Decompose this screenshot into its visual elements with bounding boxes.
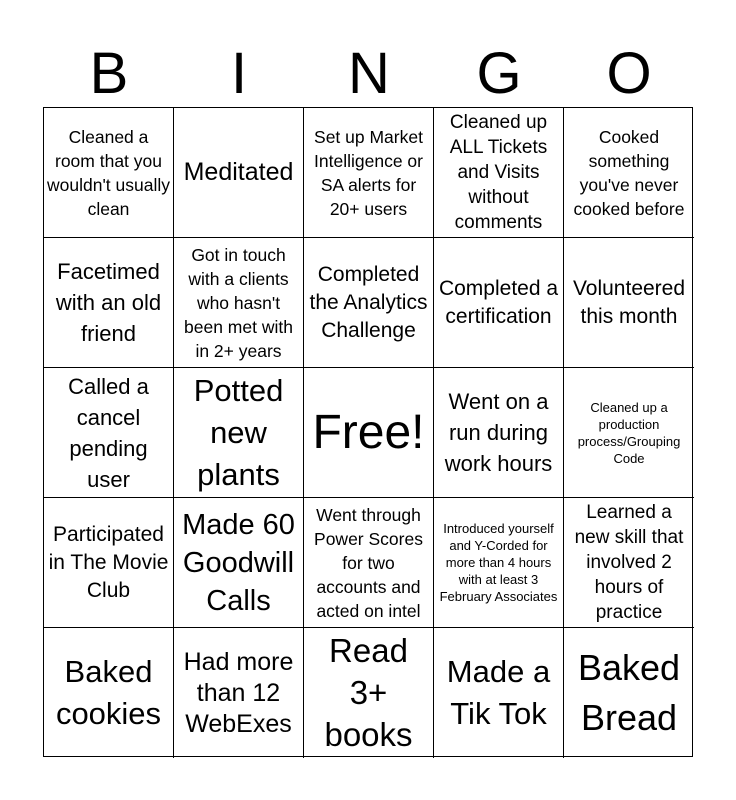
bingo-cell (174, 498, 304, 628)
cell-text: Cooked something you've never cooked before (573, 126, 685, 219)
bingo-cell (564, 108, 694, 238)
bingo-cell (304, 498, 434, 628)
cell-text: Read 3+ books (324, 632, 413, 753)
cell-text: Cleaned up ALL Tickets and Visits without comments (449, 112, 548, 233)
cell-text: Volunteered this month (572, 276, 686, 328)
bingo-cell (434, 498, 564, 628)
cell-text: Had more than 12 WebExes (183, 647, 294, 738)
cell-text: Completed a certification (438, 276, 559, 328)
cell-text: Cleaned a room that you wouldn't usually clean (47, 126, 170, 219)
bingo-cell (174, 108, 304, 238)
bingo-header (44, 40, 694, 108)
bingo-board (43, 107, 693, 757)
cell-text: Introduced yourself and Y-Corded for more than 4 hours with at least 3 February Associates (439, 521, 558, 604)
cell-text: Set up Market Intelligence or SA alerts for 20+ users (314, 126, 423, 219)
cell-text: Free! (312, 405, 425, 459)
free-space (304, 368, 434, 498)
header-letter-o: O (606, 41, 652, 106)
cell-text: Potted new plants (193, 372, 284, 492)
bingo-cell (44, 108, 174, 238)
bingo-cell (174, 238, 304, 368)
bingo-cell (304, 108, 434, 238)
cell-text: Called a cancel pending user (68, 373, 149, 492)
bingo-cell (434, 108, 564, 238)
bingo-cell (44, 628, 174, 758)
cell-text: Went on a run during work hours (444, 389, 553, 476)
cell-text: Completed the Analytics Challenge (309, 262, 428, 342)
bingo-cell (174, 368, 304, 498)
bingo-cell (564, 498, 694, 628)
cell-text: Cleaned up a production process/Grouping Code (577, 399, 681, 466)
bingo-cell (304, 628, 434, 758)
bingo-cell (304, 238, 434, 368)
cell-text: Baked cookies (55, 654, 162, 731)
cell-text: Participated in The Movie Club (48, 522, 169, 602)
cell-text: Made 60 Goodwill Calls (182, 508, 295, 617)
cell-text: Went through Power Scores for two accounts and acted on intel (314, 504, 423, 621)
cell-text: Got in touch with a clients who hasn't been met with in 2+ years (184, 244, 293, 361)
bingo-cell (434, 368, 564, 498)
bingo-cell (564, 368, 694, 498)
header-letter-b: B (89, 41, 129, 106)
bingo-cell (434, 238, 564, 368)
bingo-cell (174, 628, 304, 758)
cell-text: Meditated (183, 158, 294, 186)
cell-text: Made a Tik Tok (446, 654, 551, 731)
header-letter-n: N (348, 41, 390, 106)
cell-text: Facetimed with an old friend (55, 259, 162, 346)
bingo-cell (44, 238, 174, 368)
bingo-cell (44, 368, 174, 498)
bingo-cell (44, 498, 174, 628)
header-letter-g: G (476, 41, 522, 106)
bingo-cell (434, 628, 564, 758)
bingo-cell (564, 628, 694, 758)
header-letter-i: I (230, 41, 248, 106)
cell-text: Learned a new skill that involved 2 hours of practice (574, 502, 684, 623)
cell-text: Baked Bread (577, 647, 681, 738)
bingo-cell (564, 238, 694, 368)
